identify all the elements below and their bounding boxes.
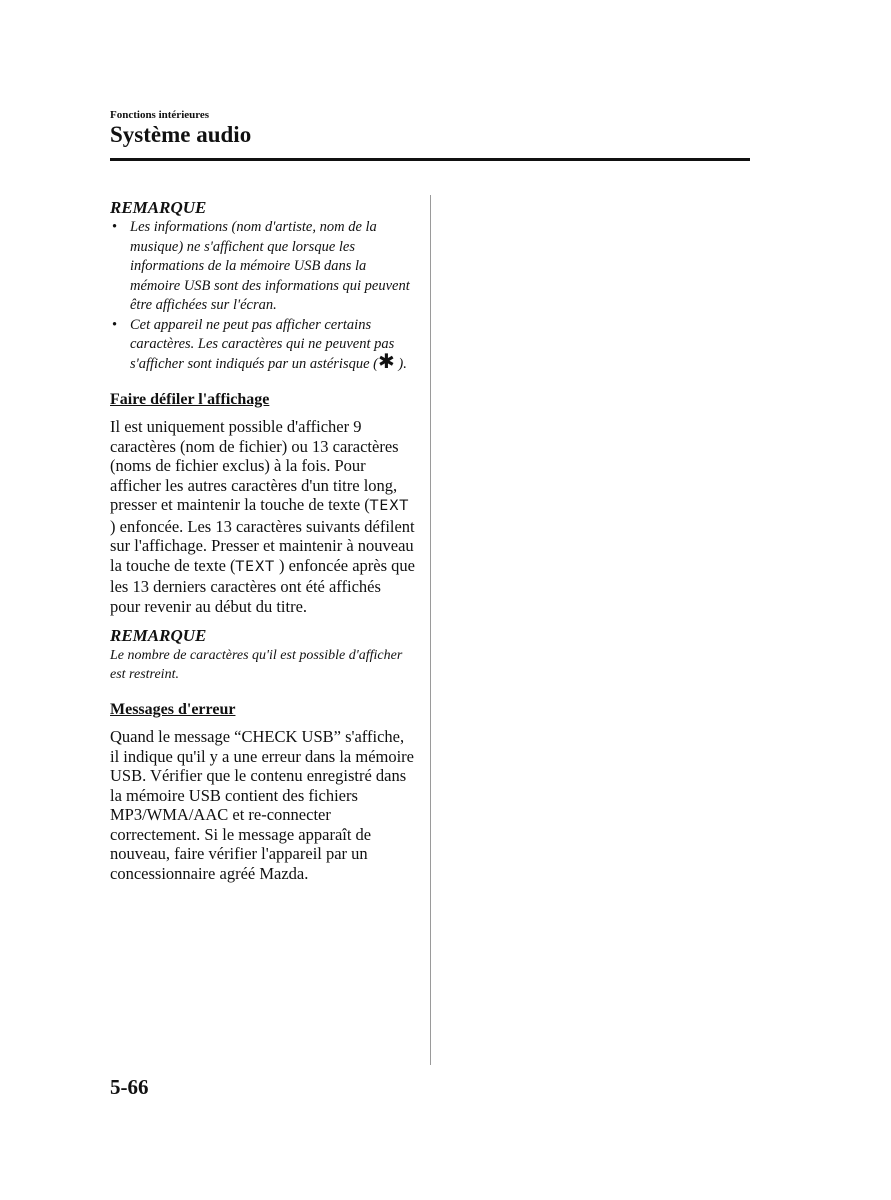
page-number: 5-66 xyxy=(110,1075,149,1099)
note-heading: REMARQUE xyxy=(110,626,207,645)
note-block-1 xyxy=(110,197,415,374)
error-heading: Messages d'erreur xyxy=(110,701,236,718)
asterisk-icon: ✱ xyxy=(377,348,395,373)
title-divider xyxy=(110,158,750,161)
error-section xyxy=(110,700,415,883)
left-column xyxy=(110,197,415,883)
section-label: Fonctions intérieures xyxy=(110,109,210,121)
text-key-label: TEXT xyxy=(369,498,410,514)
note-bullet-2-text: Cet appareil ne peut pas afficher certains caractères. Les caractères qui ne peuvent pas s'afficher sont indiqués par un astérisque ( xyxy=(130,316,395,372)
note-text: Le nombre de caractères qu'il est possible d'afficher est restreint. xyxy=(110,648,403,682)
error-paragraph: Quand le message “CHECK USB” s'affiche, il indique qu'il y a une erreur dans la mémoire USB. Vérifier que le contenu enregistré dans la mémoire USB contient des fichiers MP3/WMA/AAC et re-connecter correctement. Si le message apparaît de nouveau, faire vérifier l'appareil par un concessionnaire agréé Mazda. xyxy=(110,727,415,883)
note-bullet-2 xyxy=(110,316,415,375)
page-title: Système audio xyxy=(110,122,252,147)
scroll-text-2: ) enfoncée. Les 13 caractères suivants défilent sur l'affichage. Presser et maintenir à nouveau la touche de texte ( xyxy=(110,516,415,575)
scroll-text-3: ) enfoncée après que les 13 derniers caractères ont été affichés pour revenir au début du titre. xyxy=(110,555,415,616)
scroll-heading: Faire défiler l'affichage xyxy=(110,391,270,408)
note-bullet-1: • Les informations (nom d'artiste, nom de la musique) ne s'affichent que lorsque les informations de la mémoire USB dans la mémoire USB sont des informations qui peuvent être affichées sur l'écran. xyxy=(110,218,415,316)
scroll-section xyxy=(110,390,415,616)
column-divider xyxy=(430,195,431,1065)
note-bullet-2-end: ). xyxy=(394,355,407,372)
note-block-2 xyxy=(110,625,415,684)
scroll-text-1: Il est uniquement possible d'afficher 9 caractères (nom de fichier) ou 13 caractères (noms de fichier exclus) à la fois. Pour afficher les autres caractères d'un titre long, presser et maintenir la touche de texte ( xyxy=(110,417,399,514)
note-heading: REMARQUE xyxy=(110,198,207,217)
text-key-label: TEXT xyxy=(235,558,275,575)
scroll-paragraph xyxy=(110,417,415,616)
note-list xyxy=(110,218,415,374)
